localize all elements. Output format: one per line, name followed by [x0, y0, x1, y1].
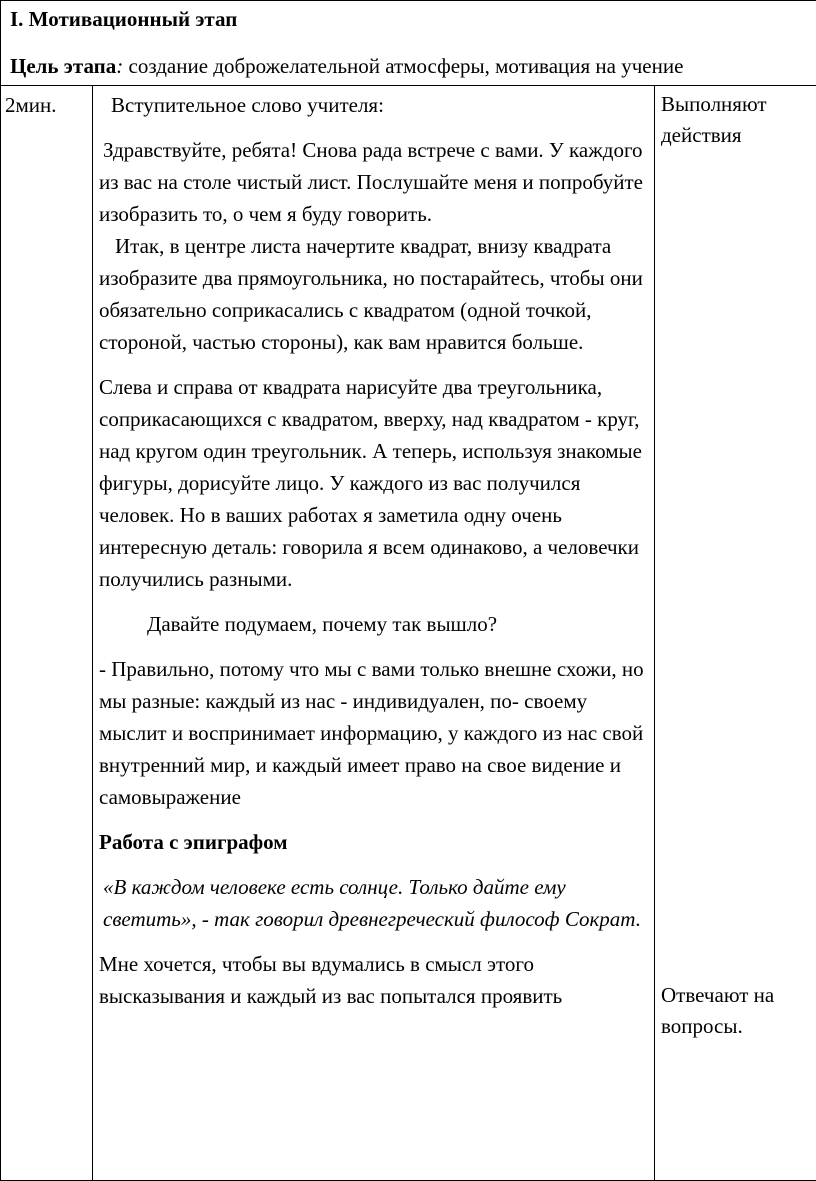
question-line: Давайте подумаем, почему так вышло? [99, 608, 648, 640]
student-action-cell [655, 86, 816, 1181]
stage-header-cell [1, 1, 816, 86]
goal-text: создание доброжелательной атмосферы, мотивация на учение [123, 54, 683, 78]
action-perform: Выполняют действия [661, 89, 810, 151]
epigraph-quote: «В каждом человеке есть солнце. Только дайте ему светить», - так говорил древнегреческий философ Сократ. [99, 871, 648, 935]
epigraph-heading: Работа с эпиграфом [99, 826, 648, 858]
intro-line: Вступительное слово учителя: [99, 89, 648, 121]
closing-paragraph: Мне хочется, чтобы вы вдумались в смысл этого высказывания и каждый из вас попытался проявить [99, 948, 648, 1012]
goal-colon: : [116, 54, 123, 78]
stage-goal [10, 52, 810, 80]
content-row [1, 86, 816, 1181]
answer-paragraph: - Правильно, потому что мы с вами только внешне схожи, но мы разные: каждый из нас - индивидуален, по- своему мыслит и воспринимает информацию, у каждого из нас свой внутренний мир, и каждый имеет право на свое видение и самовыражение [99, 653, 648, 813]
drawing-paragraph: Слева и справа от квадрата нарисуйте два треугольника, соприкасающихся с квадратом, вверху, над квадратом - круг, над кругом один треугольник. А теперь, используя знакомые фигуры, дорисуйте лицо. У каждого из вас получился человек. Но в ваших работах я заметила одну очень интересную деталь: говорила я всем одинаково, а человечки получились разными. [99, 371, 648, 595]
action-answer: Отвечают на вопросы. [661, 980, 810, 1042]
time-value: 2мин. [5, 93, 57, 117]
stage-title: I. Мотивационный этап [10, 6, 810, 32]
time-cell [1, 86, 93, 1181]
goal-label: Цель этапа [10, 54, 116, 78]
teacher-text-cell [93, 86, 655, 1181]
instruction-paragraph: Итак, в центре листа начертите квадрат, внизу квадрата изобразите два прямоугольника, но постарайтесь, чтобы они обязательно соприкасались с квадратом (одной точкой, стороной, частью стороны), как вам нравится больше. [99, 230, 648, 358]
greeting-paragraph: Здравствуйте, ребята! Снова рада встрече с вами. У каждого из вас на столе чистый лист. Послушайте меня и попробуйте изобразить то, о чем я буду говорить. [99, 134, 648, 230]
stage-header-row [1, 1, 816, 86]
